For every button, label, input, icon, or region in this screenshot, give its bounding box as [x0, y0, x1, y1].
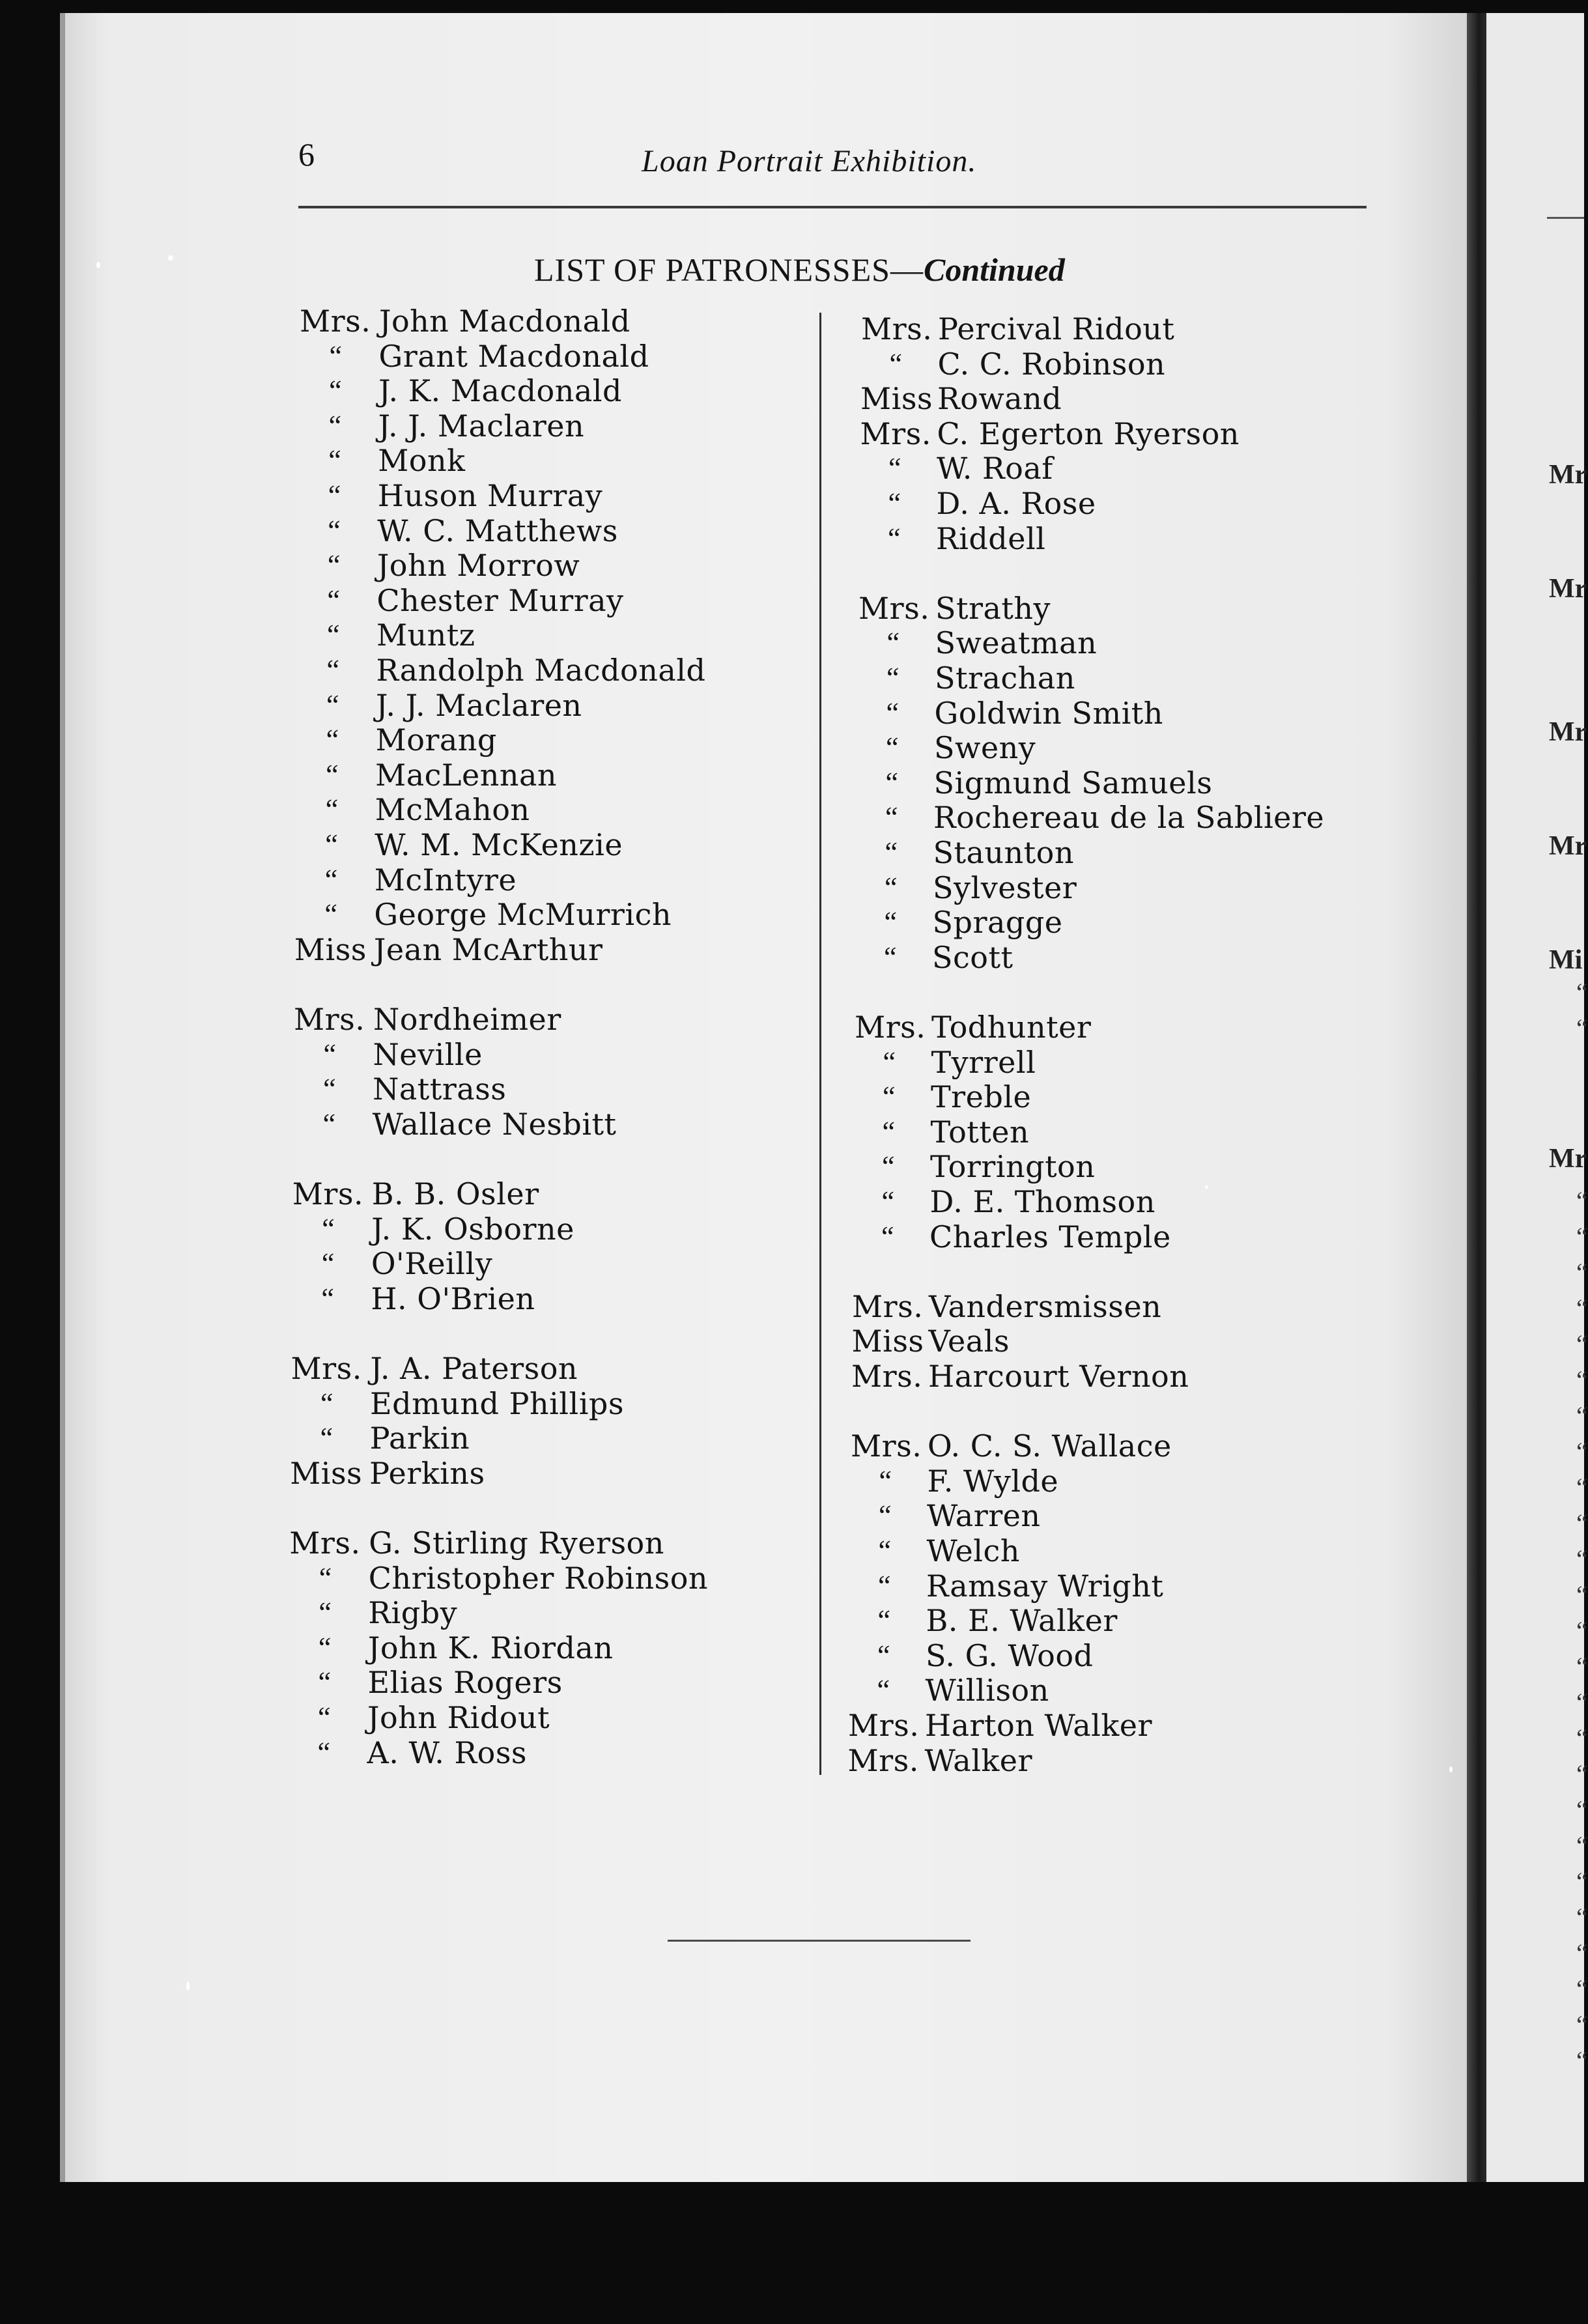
adjacent-ditto-mark: “ — [1576, 1938, 1588, 1968]
ditto-mark: “ — [321, 1282, 335, 1314]
ditto-mark: “ — [329, 339, 343, 372]
patroness-name: W. M. McKenzie — [375, 827, 623, 862]
dust-speck — [168, 255, 173, 261]
ditto-mark: “ — [888, 487, 901, 519]
patroness-name: Jean McArthur — [373, 931, 603, 967]
adjacent-ditto-mark: “ — [1576, 2046, 1588, 2075]
patroness-name: Monk — [378, 443, 466, 479]
dust-speck — [96, 262, 100, 268]
adjacent-ditto-mark: “ — [1576, 978, 1588, 1007]
patroness-name: Charles Temple — [929, 1219, 1171, 1254]
name-prefix: Mrs. — [291, 1351, 362, 1386]
adjacent-ditto-mark: “ — [1576, 1509, 1588, 1538]
ditto-mark: “ — [881, 1220, 895, 1253]
ditto-mark: “ — [886, 627, 900, 659]
adjacent-page-rule — [1547, 217, 1584, 219]
patroness-name: Sylvester — [933, 870, 1077, 905]
patroness-name: G. Stirling Ryerson — [369, 1525, 664, 1561]
ditto-mark: “ — [318, 1701, 332, 1733]
book-page — [60, 13, 1472, 2182]
patroness-name: Morang — [375, 722, 497, 758]
patroness-name: McMahon — [375, 792, 530, 828]
ditto-mark: “ — [319, 1561, 332, 1594]
ditto-mark: “ — [326, 619, 340, 651]
patroness-name: W. C. Matthews — [377, 513, 618, 548]
dust-speck — [1205, 1185, 1208, 1189]
patroness-name: George McMurrich — [374, 897, 672, 933]
patroness-name: Strathy — [935, 590, 1051, 626]
ditto-mark: “ — [886, 696, 900, 729]
ditto-mark: “ — [324, 863, 338, 896]
adjacent-ditto-mark: “ — [1576, 1723, 1588, 1753]
name-prefix: Mrs. — [861, 311, 933, 347]
patroness-name: W. Roaf — [937, 451, 1053, 487]
ditto-mark: “ — [325, 829, 339, 860]
patroness-name: J. K. Macdonald — [378, 373, 622, 409]
ditto-mark: “ — [877, 1639, 891, 1671]
patroness-name: Rochereau de la Sabliere — [933, 800, 1325, 836]
ditto-mark: “ — [328, 409, 342, 442]
section-title — [534, 251, 1065, 289]
patroness-name: Veals — [928, 1324, 1010, 1359]
adjacent-page-fragment: Mr — [1549, 717, 1587, 747]
ditto-mark: “ — [328, 479, 341, 511]
patroness-name: Wallace Nesbitt — [372, 1106, 617, 1142]
ditto-mark: “ — [324, 898, 338, 931]
running-title: Loan Portrait Exhibition. — [642, 144, 977, 178]
patroness-name: Goldwin Smith — [934, 695, 1163, 731]
patroness-name: Elias Rogers — [367, 1665, 563, 1701]
adjacent-ditto-mark: “ — [1576, 1974, 1588, 2004]
name-prefix: Mrs. — [294, 1002, 365, 1037]
patroness-name: Sweatman — [935, 625, 1098, 661]
patroness-name: J. A. Paterson — [370, 1351, 578, 1386]
patroness-name: Torrington — [930, 1149, 1096, 1185]
ditto-mark: “ — [883, 1081, 896, 1113]
ditto-mark: “ — [886, 662, 900, 694]
adjacent-ditto-mark: “ — [1576, 1294, 1588, 1323]
patroness-name: McIntyre — [374, 862, 517, 898]
adjacent-page-fragment: Mr — [1549, 1144, 1587, 1174]
header-rule — [298, 206, 1367, 208]
ditto-mark: “ — [878, 1535, 892, 1566]
name-prefix: Mrs. — [860, 416, 931, 451]
patroness-name: Nattrass — [373, 1071, 507, 1107]
ditto-mark: “ — [317, 1736, 331, 1768]
ditto-mark: “ — [322, 1107, 336, 1140]
patroness-name: Totten — [930, 1114, 1030, 1150]
adjacent-ditto-mark: “ — [1576, 1795, 1588, 1824]
ditto-mark: “ — [328, 514, 341, 546]
ditto-mark: “ — [327, 584, 341, 616]
ditto-mark: “ — [322, 1212, 335, 1245]
adjacent-ditto-mark: “ — [1576, 1544, 1588, 1574]
patroness-name: C. Egerton Ryerson — [937, 416, 1240, 451]
adjacent-ditto-mark: “ — [1576, 1903, 1588, 1932]
adjacent-page — [1486, 13, 1587, 2182]
patroness-name: F. Wylde — [927, 1463, 1059, 1499]
patroness-name: Randolph Macdonald — [376, 653, 706, 688]
name-prefix: Mrs. — [851, 1428, 922, 1464]
ditto-mark: “ — [329, 375, 343, 407]
ditto-mark: “ — [877, 1674, 890, 1707]
ditto-mark: “ — [320, 1387, 334, 1419]
adjacent-page-fragment: Mr — [1549, 831, 1587, 861]
name-prefix: Mrs. — [300, 304, 371, 339]
patroness-name: Harton Walker — [925, 1708, 1152, 1743]
adjacent-ditto-mark: “ — [1576, 2010, 1588, 2039]
ditto-mark: “ — [884, 941, 898, 973]
patroness-name: Harcourt Vernon — [928, 1359, 1189, 1394]
ditto-mark: “ — [319, 1596, 332, 1629]
patroness-name: Riddell — [936, 520, 1046, 556]
patroness-name: Todhunter — [931, 1010, 1092, 1045]
patroness-name: Treble — [931, 1079, 1032, 1115]
adjacent-ditto-mark: “ — [1576, 1186, 1588, 1215]
adjacent-ditto-mark: “ — [1576, 1222, 1588, 1251]
ditto-mark: “ — [326, 654, 340, 686]
ditto-mark: “ — [886, 731, 900, 764]
name-prefix: Mrs. — [847, 1742, 919, 1778]
name-prefix: Mrs. — [848, 1708, 920, 1743]
patroness-name: Staunton — [933, 835, 1074, 870]
page-number: 6 — [298, 136, 315, 173]
patroness-name: Nordheimer — [373, 1002, 561, 1037]
patroness-name: D. E. Thomson — [929, 1184, 1156, 1219]
patroness-name: Huson Murray — [377, 478, 603, 513]
patroness-name: John K. Riordan — [367, 1630, 614, 1665]
patroness-name: John Ridout — [367, 1700, 550, 1735]
patroness-name: Rowand — [937, 381, 1062, 417]
patroness-name: O'Reilly — [371, 1246, 493, 1282]
adjacent-ditto-mark: “ — [1576, 1473, 1588, 1502]
patroness-name: Sweny — [934, 730, 1036, 766]
patroness-name: Sigmund Samuels — [933, 765, 1213, 801]
name-prefix: Mrs. — [292, 1176, 364, 1212]
adjacent-ditto-mark: “ — [1576, 1013, 1588, 1043]
adjacent-ditto-mark: “ — [1576, 1616, 1588, 1645]
adjacent-ditto-mark: “ — [1576, 1258, 1588, 1287]
patroness-name: Strachan — [935, 660, 1075, 696]
adjacent-page-fragment: Mr — [1549, 460, 1587, 490]
name-prefix: Mrs. — [289, 1525, 361, 1561]
adjacent-ditto-mark: “ — [1576, 1867, 1588, 1896]
ditto-mark: “ — [888, 452, 902, 485]
patroness-name: Spragge — [932, 905, 1063, 941]
name-prefix: Miss — [860, 381, 933, 417]
patroness-name: Walker — [924, 1742, 1033, 1778]
adjacent-ditto-mark: “ — [1576, 1437, 1588, 1466]
ditto-mark: “ — [882, 1150, 896, 1183]
patroness-name: Chester Murray — [376, 582, 624, 618]
patroness-name: John Morrow — [376, 548, 580, 584]
patroness-name: Ramsay Wright — [926, 1568, 1164, 1604]
dust-speck — [1449, 1766, 1453, 1772]
column-divider — [819, 313, 821, 1775]
patroness-name: Muntz — [376, 617, 475, 653]
book-gutter — [1467, 13, 1486, 2182]
ditto-mark: “ — [888, 522, 901, 554]
patroness-name: A. W. Ross — [367, 1735, 528, 1770]
ditto-mark: “ — [877, 1604, 891, 1637]
ditto-mark: “ — [318, 1631, 332, 1664]
ditto-mark: “ — [323, 1038, 337, 1070]
name-prefix: Miss — [294, 931, 367, 967]
patroness-name: J. J. Maclaren — [376, 687, 582, 723]
adjacent-ditto-mark: “ — [1576, 1688, 1588, 1717]
patroness-name: Willison — [925, 1673, 1049, 1708]
adjacent-ditto-mark: “ — [1576, 1401, 1588, 1430]
end-rule — [668, 1940, 971, 1942]
ditto-mark: “ — [879, 1464, 892, 1497]
ditto-mark: “ — [321, 1247, 335, 1280]
ditto-mark: “ — [325, 793, 339, 826]
ditto-mark: “ — [885, 871, 898, 903]
patroness-name: Percival Ridout — [938, 311, 1175, 347]
patroness-name: Grant Macdonald — [378, 338, 649, 374]
patroness-name: Christopher Robinson — [368, 1560, 709, 1596]
ditto-mark: “ — [328, 444, 342, 477]
name-prefix: Mrs. — [851, 1359, 923, 1394]
patroness-name: D. A. Rose — [936, 486, 1096, 521]
patroness-name: Perkins — [369, 1455, 485, 1491]
patroness-name: Tyrrell — [931, 1044, 1036, 1080]
patroness-name: Parkin — [369, 1421, 470, 1456]
patroness-name: John Macdonald — [379, 304, 631, 339]
ditto-mark: “ — [326, 724, 339, 756]
adjacent-ditto-mark: “ — [1576, 1759, 1588, 1789]
ditto-mark: “ — [885, 766, 899, 799]
ditto-mark: “ — [320, 1422, 333, 1454]
patroness-name: H. O'Brien — [371, 1281, 535, 1316]
ditto-mark: “ — [879, 1499, 892, 1532]
adjacent-ditto-mark: “ — [1576, 1329, 1588, 1359]
patroness-name: Neville — [373, 1036, 483, 1072]
adjacent-ditto-mark: “ — [1576, 1580, 1588, 1609]
patroness-name: Scott — [932, 939, 1014, 975]
ditto-mark: “ — [889, 347, 903, 380]
ditto-mark: “ — [878, 1569, 892, 1602]
ditto-mark: “ — [318, 1666, 332, 1699]
patroness-name: J. J. Maclaren — [378, 408, 585, 444]
ditto-mark: “ — [883, 1045, 896, 1078]
ditto-mark: “ — [885, 801, 899, 834]
patroness-name: O. C. S. Wallace — [928, 1428, 1172, 1464]
patroness-name: S. G. Wood — [926, 1637, 1094, 1673]
patroness-name: Edmund Phillips — [370, 1385, 624, 1421]
patroness-name: MacLennan — [375, 757, 558, 793]
dust-speck — [186, 1981, 190, 1991]
patroness-name: B. E. Walker — [926, 1603, 1118, 1639]
adjacent-ditto-mark: “ — [1576, 1831, 1588, 1860]
adjacent-ditto-mark: “ — [1576, 1365, 1588, 1395]
name-prefix: Miss — [851, 1324, 924, 1359]
ditto-mark: “ — [881, 1185, 895, 1217]
patroness-name: Rigby — [368, 1595, 458, 1631]
continued-label: Continued — [923, 251, 1065, 288]
ditto-mark: “ — [326, 758, 339, 791]
name-prefix: Miss — [290, 1455, 363, 1491]
name-prefix: Mrs. — [858, 590, 930, 626]
patroness-name: Welch — [926, 1533, 1020, 1568]
ditto-mark: “ — [327, 549, 341, 582]
name-prefix: Mrs. — [855, 1010, 926, 1045]
ditto-mark: “ — [882, 1115, 896, 1148]
ditto-mark: “ — [323, 1073, 337, 1105]
ditto-mark: “ — [884, 906, 898, 939]
adjacent-page-fragment: Mr — [1549, 574, 1587, 604]
ditto-mark: “ — [885, 836, 898, 868]
adjacent-ditto-mark: “ — [1576, 1652, 1588, 1681]
section-title-text: LIST OF PATRONESSES— — [534, 251, 924, 288]
name-prefix: Mrs. — [852, 1288, 924, 1324]
ditto-mark: “ — [326, 688, 340, 721]
adjacent-page-fragment: Mi — [1549, 945, 1583, 975]
patroness-name: Warren — [927, 1498, 1041, 1534]
patroness-name: J. K. Osborne — [371, 1211, 574, 1247]
patroness-name: B. B. Osler — [371, 1176, 539, 1212]
patroness-name: Vandersmissen — [929, 1288, 1162, 1324]
patroness-name: C. C. Robinson — [937, 346, 1166, 382]
